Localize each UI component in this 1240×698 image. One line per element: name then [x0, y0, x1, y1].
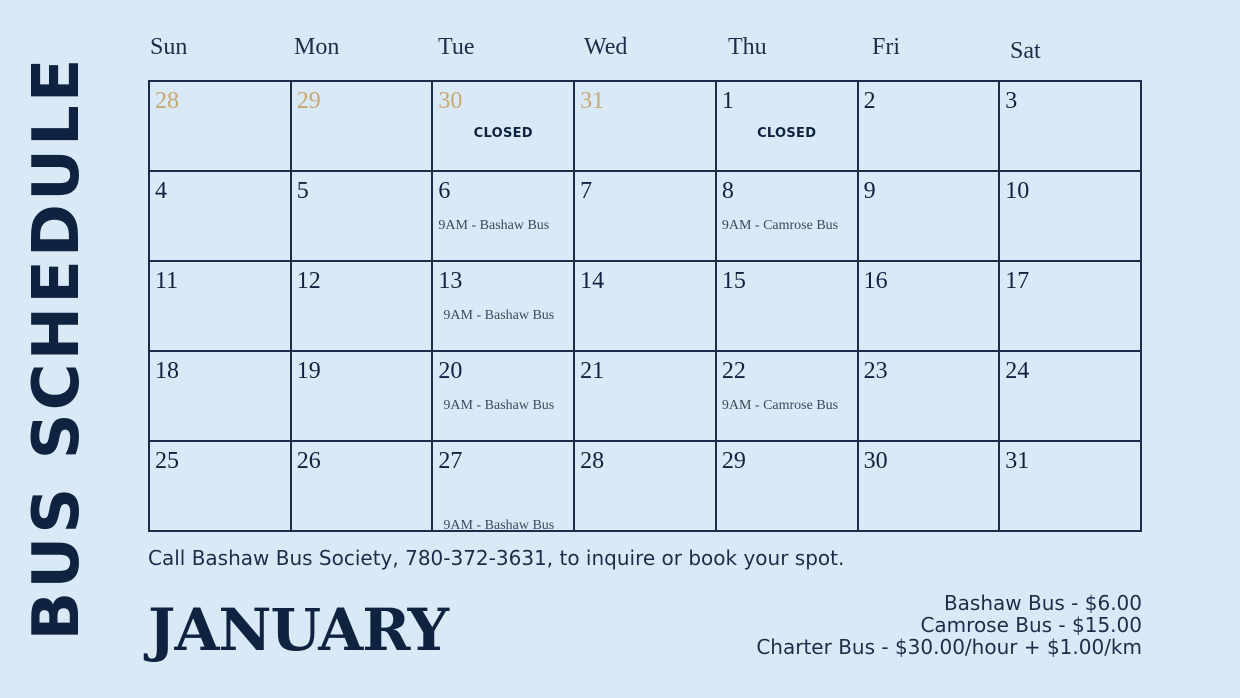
- day-number: 19: [296, 358, 321, 384]
- day-number: 13: [438, 268, 463, 294]
- calendar-day-cell: [433, 172, 575, 262]
- calendar-day-cell: [859, 172, 1001, 262]
- bus-event: 9AM - Camrose Bus: [721, 218, 839, 233]
- calendar-day-cell: [150, 352, 292, 442]
- day-number: 28: [155, 88, 179, 114]
- price-bashaw: Bashaw Bus - $6.00: [943, 591, 1142, 615]
- day-number: 25: [155, 448, 179, 474]
- day-number: 28: [580, 448, 605, 474]
- day-number: 8: [721, 178, 734, 204]
- weekday-header: [148, 34, 1142, 74]
- side-title: [22, 36, 92, 660]
- day-number: 22: [721, 358, 746, 384]
- calendar-day-cell: [717, 82, 859, 172]
- day-number: 21: [580, 358, 605, 384]
- calendar-day-cell: [575, 262, 717, 352]
- calendar-day-cell: [1000, 352, 1142, 442]
- day-number: 14: [580, 268, 605, 294]
- closed-label: CLOSED: [473, 126, 533, 141]
- price-camrose: Camrose Bus - $15.00: [920, 613, 1142, 637]
- calendar-day-cell: [150, 82, 292, 172]
- bus-event: 9AM - Bashaw Bus: [438, 218, 550, 233]
- bus-event: 9AM - Camrose Bus: [721, 398, 839, 413]
- bus-event: 9AM - Bashaw Bus: [443, 398, 555, 413]
- weekday-wed: Wed: [584, 34, 628, 60]
- calendar-day-cell: [1000, 82, 1142, 172]
- weekday-sat: Sat: [1010, 38, 1041, 64]
- day-number: 27: [438, 448, 463, 474]
- day-number: 9: [863, 178, 876, 204]
- day-number: 29: [721, 448, 746, 474]
- weekday-thu: Thu: [728, 34, 767, 60]
- calendar-day-cell: [292, 352, 434, 442]
- day-number: 29: [296, 88, 321, 114]
- calendar-day-cell: [150, 442, 292, 532]
- calendar-day-cell: [433, 352, 575, 442]
- calendar-day-cell: [717, 352, 859, 442]
- day-number: 7: [580, 178, 593, 204]
- calendar-day-cell: [292, 262, 434, 352]
- calendar-day-cell: [1000, 442, 1142, 532]
- weekday-mon: Mon: [294, 34, 340, 60]
- day-number: 16: [863, 268, 888, 294]
- calendar-day-cell: [1000, 262, 1142, 352]
- day-number: 17: [1005, 268, 1030, 294]
- day-number: 18: [155, 358, 179, 384]
- contact-info: Call Bashaw Bus Society, 780-372-3631, to inquire or book your spot.: [148, 546, 845, 570]
- day-number: 1: [721, 88, 734, 114]
- calendar-day-cell: [859, 82, 1001, 172]
- bus-event: 9AM - Bashaw Bus: [443, 308, 555, 323]
- closed-label: CLOSED: [757, 126, 817, 141]
- day-number: 6: [438, 178, 451, 204]
- calendar-day-cell: [575, 352, 717, 442]
- calendar-day-cell: [717, 262, 859, 352]
- calendar-day-cell: [150, 262, 292, 352]
- calendar-day-cell: [575, 82, 717, 172]
- day-number: 23: [863, 358, 888, 384]
- calendar-day-cell: [292, 172, 434, 262]
- day-number: 24: [1005, 358, 1030, 384]
- day-number: 11: [155, 268, 179, 294]
- weekday-tue: Tue: [438, 34, 475, 60]
- price-list: [756, 592, 1142, 658]
- calendar-day-cell: [433, 262, 575, 352]
- day-number: 26: [296, 448, 321, 474]
- day-number: 30: [863, 448, 888, 474]
- day-number: 30: [438, 88, 463, 114]
- calendar-day-cell: [575, 442, 717, 532]
- calendar-day-cell: [717, 172, 859, 262]
- day-number: 5: [296, 178, 309, 204]
- day-number: 2: [863, 88, 876, 114]
- month-title: JANUARY: [148, 596, 449, 664]
- day-number: 10: [1005, 178, 1030, 204]
- weekday-fri: Fri: [872, 34, 901, 60]
- weekday-sun: Sun: [150, 34, 188, 60]
- price-charter: Charter Bus - $30.00/hour + $1.00/km: [756, 635, 1142, 659]
- calendar-day-cell: [859, 442, 1001, 532]
- calendar-day-cell: [292, 442, 434, 532]
- calendar-day-cell: [859, 262, 1001, 352]
- day-number: 4: [155, 178, 167, 204]
- calendar-day-cell: [292, 82, 434, 172]
- day-number: 31: [1005, 448, 1030, 474]
- bus-event: 9AM - Bashaw Bus: [443, 518, 555, 533]
- calendar-day-cell: [433, 82, 575, 172]
- day-number: 20: [438, 358, 463, 384]
- calendar-day-cell: [859, 352, 1001, 442]
- calendar-day-cell: [575, 172, 717, 262]
- calendar-grid: [148, 80, 1142, 532]
- day-number: 3: [1005, 88, 1018, 114]
- side-title-text: BUS SCHEDULE: [20, 55, 94, 641]
- calendar-day-cell: [150, 172, 292, 262]
- calendar-day-cell: [717, 442, 859, 532]
- day-number: 31: [580, 88, 605, 114]
- day-number: 15: [721, 268, 746, 294]
- calendar-day-cell: [1000, 172, 1142, 262]
- calendar-day-cell: [433, 442, 575, 532]
- day-number: 12: [296, 268, 321, 294]
